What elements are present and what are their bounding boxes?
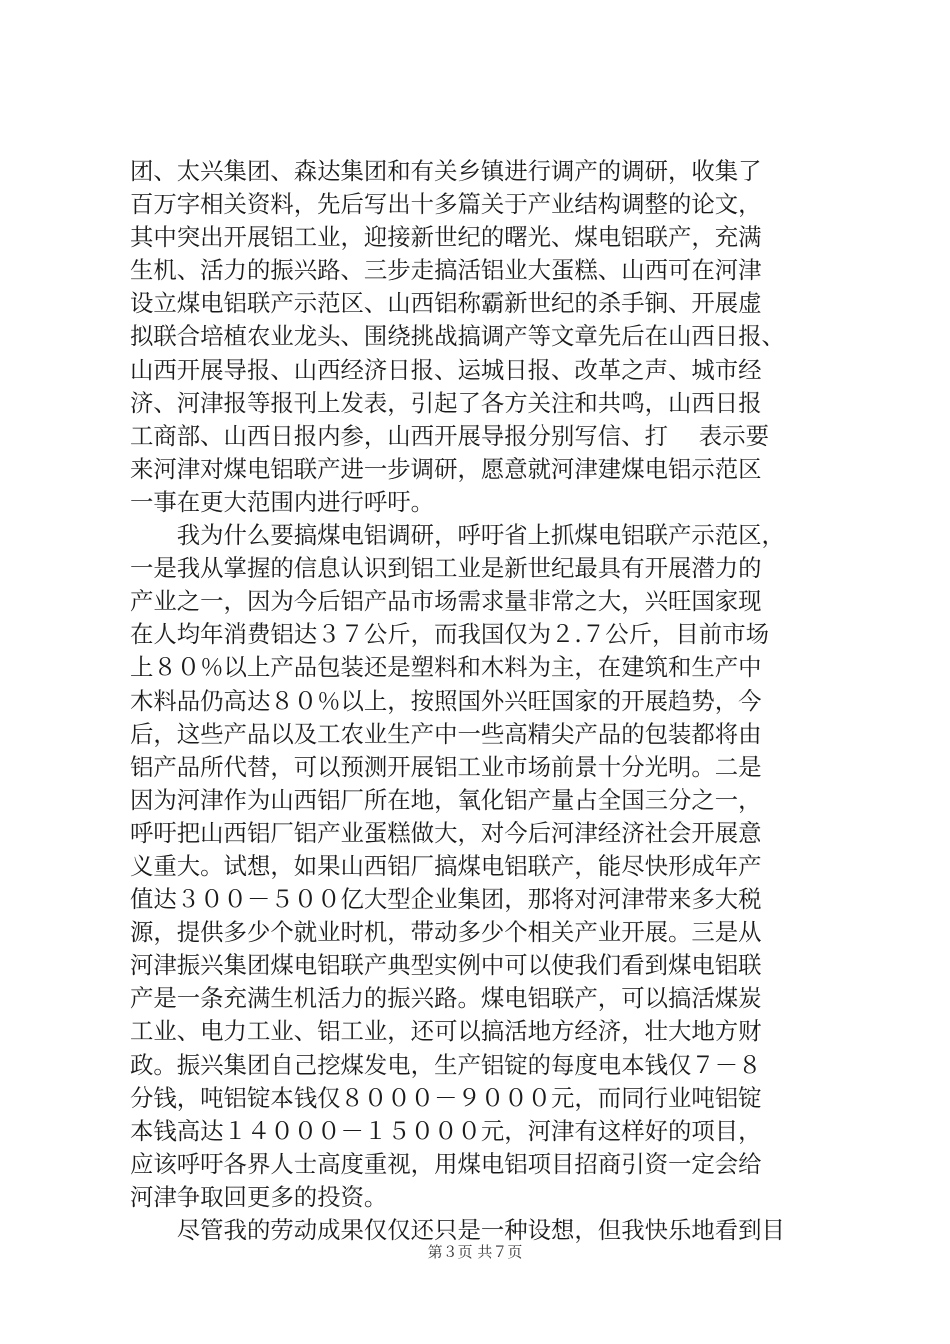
text-line: 应该呼吁各界人士高度重视，用煤电铝项目招商引资一定会给 bbox=[130, 1149, 762, 1178]
text-line: 义重大。试想，如果山西铝厂搞煤电铝联产，能尽快形成年产 bbox=[130, 851, 762, 880]
text-line: 分钱，吨铝锭本钱仅８０００－９０００元，而同行业吨铝锭 bbox=[130, 1083, 762, 1112]
text-line: 本钱高达１４０００－１５０００元，河津有这样好的项目， bbox=[130, 1116, 762, 1145]
text-line: 尽管我的劳动成果仅仅还只是一种设想，但我快乐地看到目 bbox=[130, 1216, 785, 1244]
text-line: 生机、活力的振兴路、三步走搞活铝业大蛋糕、山西可在河津 bbox=[130, 256, 762, 285]
text-line: 值达３００－５００亿大型企业集团，那将对河津带来多大税 bbox=[130, 885, 762, 914]
text-line: 济、河津报等报刊上发表，引起了各方关注和共鸣，山西日报 bbox=[130, 388, 762, 417]
page-number-footer: 第３页 共７页 bbox=[427, 1243, 523, 1261]
text-line: 拟联合培植农业龙头、围绕挑战搞调产等文章先后在山西日报、 bbox=[130, 322, 785, 351]
text-line: 来河津对煤电铝联产进一步调研，愿意就河津建煤电铝示范区 bbox=[130, 454, 762, 483]
text-line: 工业、电力工业、铝工业，还可以搞活地方经济，壮大地方财 bbox=[130, 1017, 762, 1046]
text-line: 我为什么要搞煤电铝调研，呼吁省上抓煤电铝联产示范区， bbox=[130, 521, 785, 550]
text-line: 木料品仍高达８０％以上，按照国外兴旺国家的开展趋势，今 bbox=[130, 686, 762, 715]
text-line: 上８０％以上产品包装还是塑料和木料为主，在建筑和生产中 bbox=[130, 653, 762, 682]
body-text bbox=[130, 155, 850, 1247]
text-line: 铝产品所代替，可以预测开展铝工业市场前景十分光明。二是 bbox=[130, 752, 762, 781]
text-line: 源，提供多少个就业时机，带动多少个相关产业开展。三是从 bbox=[130, 918, 762, 947]
text-line: 设立煤电铝联产示范区、山西铝称霸新世纪的杀手锏、开展虚 bbox=[130, 289, 762, 318]
text-line: 团、太兴集团、森达集团和有关乡镇进行调产的调研，收集了 bbox=[130, 157, 762, 185]
text-line: 河津争取回更多的投资。 bbox=[130, 1182, 388, 1211]
text-line: 呼吁把山西铝厂铝产业蛋糕做大，对今后河津经济社会开展意 bbox=[130, 818, 762, 847]
text-line: 山西开展导报、山西经济日报、运城日报、改革之声、城市经 bbox=[130, 355, 762, 384]
text-line: 后，这些产品以及工农业生产中一些高精尖产品的包装都将由 bbox=[130, 719, 762, 748]
text-line: 政。振兴集团自己挖煤发电，生产铝锭的每度电本钱仅７－８ bbox=[130, 1050, 762, 1079]
text-line: 一是我从掌握的信息认识到铝工业是新世纪最具有开展潜力的 bbox=[130, 554, 762, 583]
text-line: 工商部、山西日报内参，山西开展导报分别写信、打 表示要 bbox=[130, 421, 769, 450]
text-line: 其中突出开展铝工业，迎接新世纪的曙光、煤电铝联产，充满 bbox=[130, 223, 762, 252]
text-line: 一事在更大范围内进行呼吁。 bbox=[130, 487, 435, 516]
text-line: 产业之一，因为今后铝产品市场需求量非常之大，兴旺国家现 bbox=[130, 587, 762, 616]
text-line: 在人均年消费铝达３７公斤，而我国仅为２.７公斤，目前市场 bbox=[130, 620, 769, 649]
text-line: 河津振兴集团煤电铝联产典型实例中可以使我们看到煤电铝联 bbox=[130, 951, 762, 980]
text-line: 产是一条充满生机活力的振兴路。煤电铝联产，可以搞活煤炭 bbox=[130, 984, 762, 1013]
text-line: 因为河津作为山西铝厂所在地，氧化铝产量占全国三分之一， bbox=[130, 785, 762, 814]
text-line: 百万字相关资料，先后写出十多篇关于产业结构调整的论文， bbox=[130, 190, 762, 219]
